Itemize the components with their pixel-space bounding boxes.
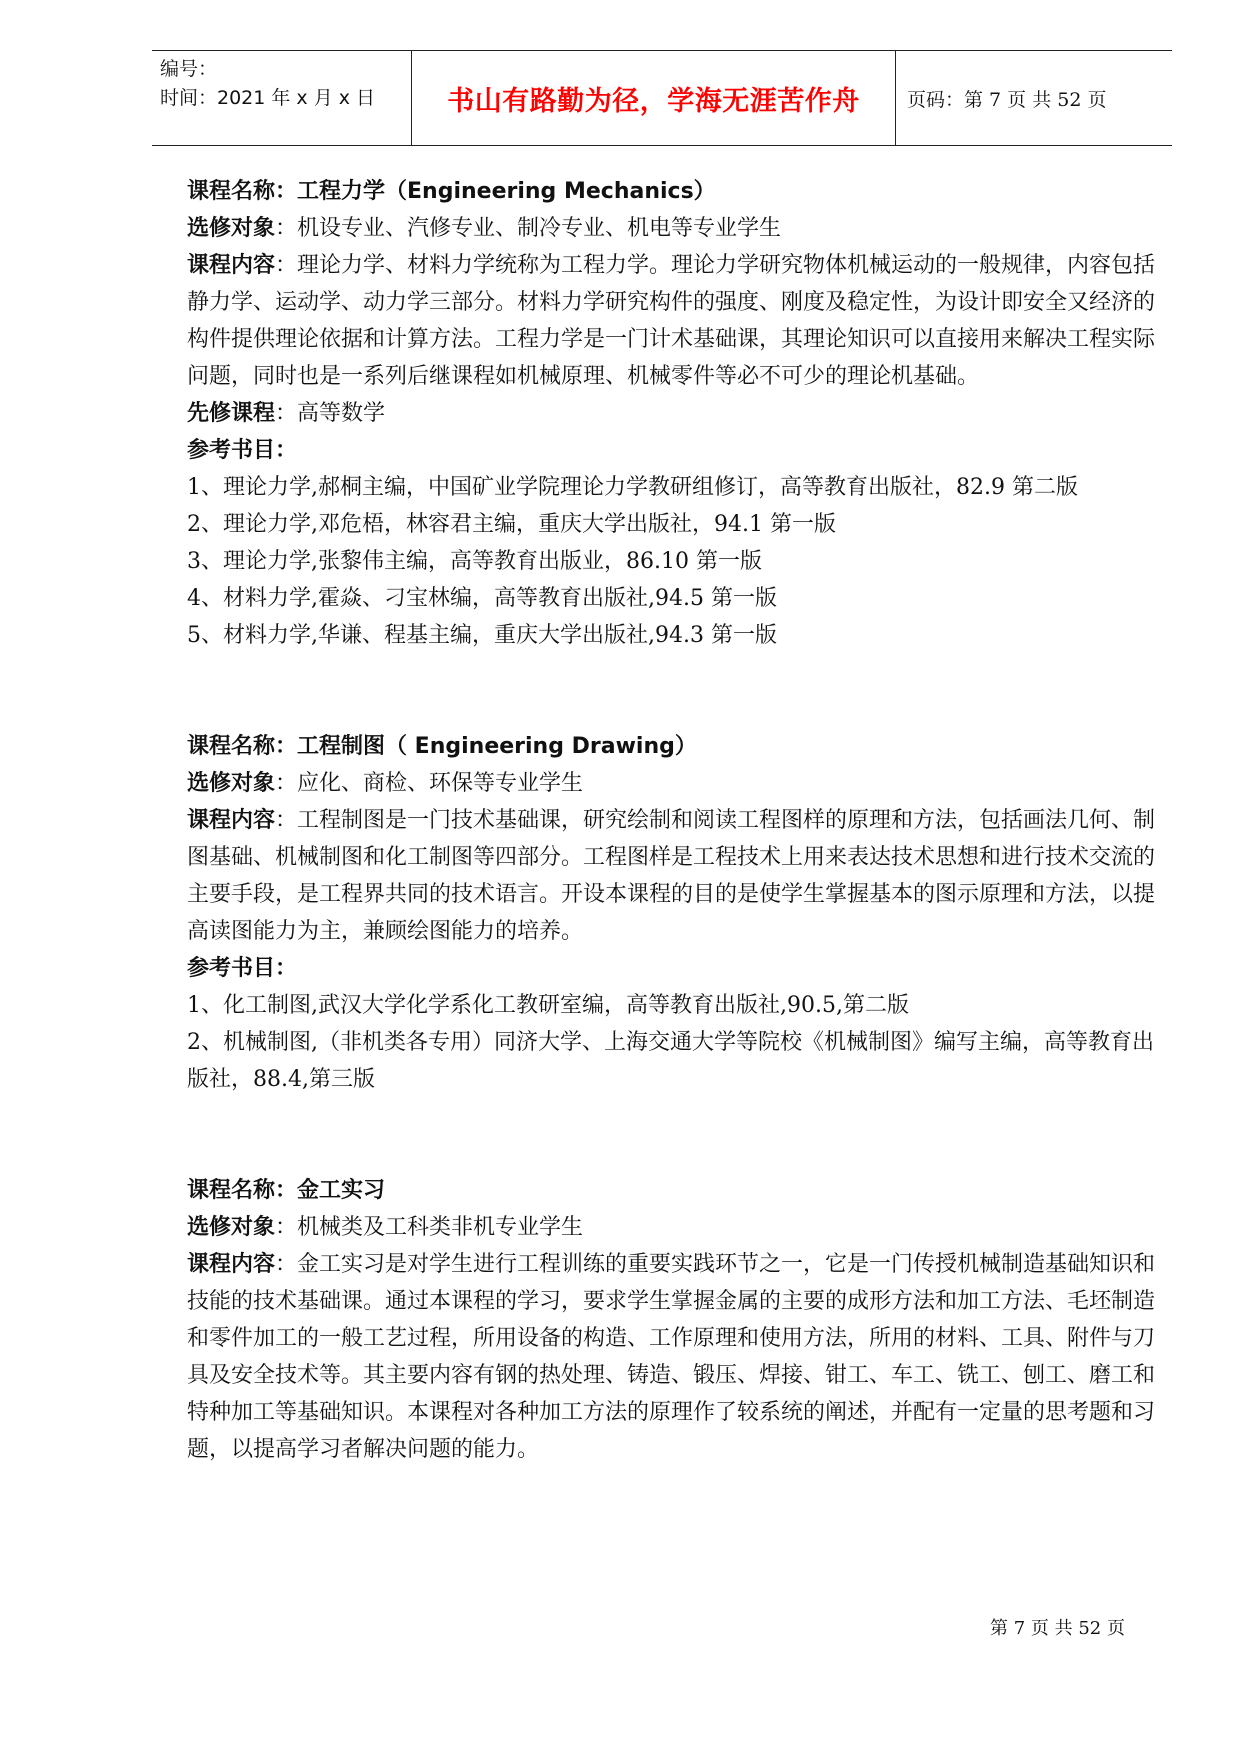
course-target: 选修对象：应化、商检、环保等专业学生: [187, 771, 584, 796]
reference-item: 1、理论力学,郝桐主编，中国矿业学院理论力学教研组修订，高等教育出版社，82.9 第二版: [187, 475, 1078, 500]
reference-item: 2、理论力学,邓危梧，林容君主编，重庆大学出版社，94.1 第一版: [187, 512, 836, 537]
reference-item: 2、机械制图,（非机类各专用）同济大学、上海交通大学等院校《机械制图》编写主编，高等教育出版社，88.4,第三版: [187, 1030, 1154, 1092]
course-name: 课程名称：工程力学（Engineering Mechanics）: [187, 179, 716, 204]
course-content: 课程内容：金工实习是对学生进行工程训练的重要实践环节之一，它是一门传授机械制造基础知识和技能的技术基础课。通过本课程的学习，要求学生掌握金属的主要的成形方法和加工方法、毛坯制造和零件加工的一般工艺过程，所用设备的构造、工作原理和使用方法，所用的材料、工具、附件与刀具及安全技术等。其主要内容有钢的热处理、铸造、锻压、焊接、钳工、车工、铣工、刨工、磨工和特种加工等基础知识。本课程对各种加工方法的原理作了较系统的阐述，并配有一定量的思考题和习题，以提高学习者解决问题的能力。: [187, 1252, 1156, 1462]
course-target: 选修对象：机械类及工科类非机专业学生: [187, 1215, 584, 1240]
document-number: 编号：: [160, 58, 218, 80]
course-target: 选修对象：机设专业、汽修专业、制冷专业、机电等专业学生: [187, 216, 782, 241]
document-body: [187, 173, 1162, 1468]
course-section: [187, 728, 1162, 1098]
reference-item: 1、化工制图,武汉大学化学系化工教研室编，高等教育出版社,90.5,第二版: [187, 993, 909, 1018]
reference-item: 3、理论力学,张黎伟主编，高等教育出版业，86.10 第一版: [187, 549, 762, 574]
course-name: 课程名称：工程制图（ Engineering Drawing）: [187, 734, 697, 759]
course-content: 课程内容：工程制图是一门技术基础课，研究绘制和阅读工程图样的原理和方法，包括画法几何、制图基础、机械制图和化工制图等四部分。工程图样是工程技术上用来表达技术思想和进行技术交流的主要手段，是工程界共同的技术语言。开设本课程的目的是使学生掌握基本的图示原理和方法，以提高读图能力为主，兼顾绘图能力的培养。: [187, 808, 1156, 944]
references-heading: 参考书目：: [187, 438, 298, 463]
course-prerequisite: 先修课程：高等数学: [187, 401, 386, 426]
page-footer: 第 7 页 共 52 页: [990, 1618, 1125, 1639]
course-name: 课程名称：金工实习: [187, 1178, 386, 1203]
header-page-number: 页码：第 7 页 共 52 页: [907, 88, 1107, 111]
course-section: [187, 1172, 1162, 1468]
course-content: 课程内容：理论力学、材料力学统称为工程力学。理论力学研究物体机械运动的一般规律，内容包括静力学、运动学、动力学三部分。材料力学研究构件的强度、刚度及稳定性，为设计即安全又经济的构件提供理论依据和计算方法。工程力学是一门计术基础课，其理论知识可以直接用来解决工程实际问题，同时也是一系列后继课程如机械原理、机械零件等必不可少的理论机基础。: [187, 253, 1156, 389]
course-section: [187, 173, 1162, 654]
references-heading: 参考书目：: [187, 956, 298, 981]
section-gap: [187, 654, 1162, 728]
document-time: 时间：2021 年 x 月 x 日: [160, 87, 376, 109]
page-header: [152, 50, 1172, 146]
section-gap: [187, 1098, 1162, 1172]
header-motto: 书山有路勤为径，学海无涯苦作舟: [447, 85, 860, 117]
header-meta: [160, 51, 410, 145]
reference-item: 4、材料力学,霍焱、刁宝林编，高等教育出版社,94.5 第一版: [187, 586, 777, 611]
reference-item: 5、材料力学,华谦、程基主编，重庆大学出版社,94.3 第一版: [187, 623, 777, 648]
header-divider: [895, 51, 896, 145]
